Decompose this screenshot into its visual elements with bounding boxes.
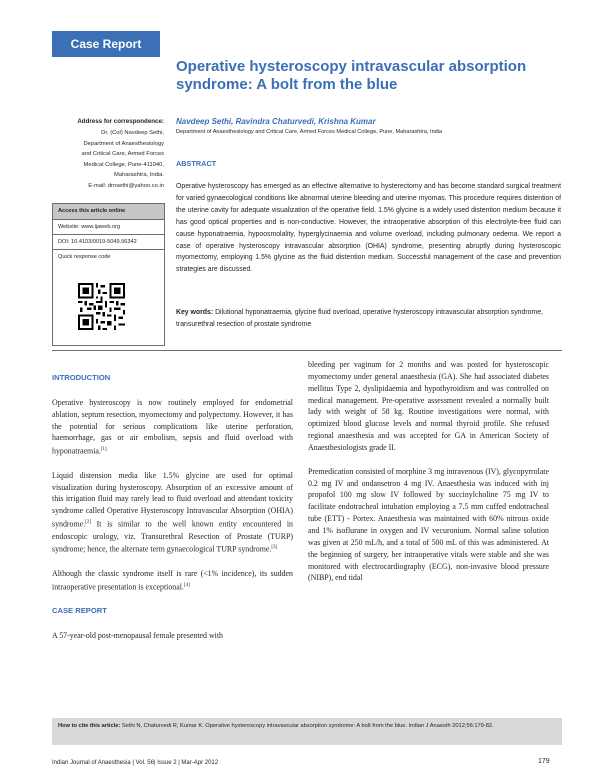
correspondence-line: Medical College, Pune-411040,: [83, 161, 164, 168]
article-title: Operative hysteroscopy intravascular absorption syndrome: A bolt from the blue: [176, 58, 527, 93]
abstract-heading: ABSTRACT: [176, 159, 217, 168]
article-authors: Navdeep Sethi, Ravindra Chaturvedi, Krishna Kumar: [176, 117, 376, 126]
correspondence-line: Maharashtra, India.: [114, 172, 164, 179]
citation-label: How to cite this article:: [58, 723, 121, 729]
correspondence-address: [52, 128, 164, 192]
citation-box: [52, 718, 562, 745]
correspondence-line: Dr. (Col) Navdeep Sethi,: [101, 130, 164, 136]
case-paragraph-3: Premedication consisted of morphine 3 mg intravenous (IV), glycopyrrolate 0.2 mg IV and ondansetron 4 mg IV. Anaesthesia was induced with inj propofol 100 mg slow IV followed by succinylcholine 75 mg IV to facilitate endotracheal intubation employing a 7.5 mm cuffed endotracheal tube (ETT) - Portex. Anaesthesia was maintained with 60% nitrous oxide and 1% isoflurane in oxygen and IV vecuronium. Normal saline solution was given at 250 mL/h, and a total of 500 mL of this was administered. At the beginning of surgery, her intraoperative vitals were stable and she was monitored with electrocardiography (ECG), non-invasive blood pressure (NIBP), end tidal: [308, 466, 549, 583]
intro-text-1: Operative hysteroscopy is now routinely employed for endometrial ablation, septum resection, myomectomy and polypectomy. However, it has the potential for serious complications like uterine perforation, haemorrhage, gas or air embolism, sepsis and fluid overload with hyponatraemia.: [52, 397, 293, 456]
citation-text: Sethi N, Chaturvedi R, Kumar K. Operative hysteroscopy intravascular absorption syndrome: A bolt from the blue. Indian J Anaesth 2012;56:179-82.: [121, 723, 494, 729]
correspondence-heading: Address for correspondence:: [77, 118, 164, 125]
reference-link[interactable]: [4]: [183, 582, 190, 588]
footer-journal: Indian Journal of Anaesthesia | Vol. 56| Issue 2 | Mar-Apr 2012: [52, 760, 219, 766]
correspondence-line: and Critical Care, Armed Forces: [81, 151, 164, 158]
correspondence-email: E-mail: drnsethi@yahoo.co.in: [88, 182, 164, 189]
access-online-box: [52, 203, 165, 346]
intro-paragraph-3: [52, 568, 293, 593]
access-qr-label: Quick response code: [53, 249, 164, 264]
abstract-text: Operative hysteroscopy has emerged as an effective alternative to hysterectomy and has become standard surgical treatment for varied gynaecological conditions like abnormal uterine bleeding and uterine myomas. This procedure requires distention of the uterine cavity for adequate visualization of the operative field. 1.5% glycine is a widely used distention medium because it has good optical properties and is non-conductive. However, the intraoperative absorption of this electrolyte-free fluid can cause hyponatraemia, hypoosmolality, hyperglycinaemia and volume overload, including pulmonary oedema. We report a case of operative hysteroscopy intravascular absorption (OHIA) syndrome, presenting abruptly during hysteroscopic myomectomy, employing 1.5% glycine as the fluid distention medium. Successful management of the case and prevention strategies are discussed.: [176, 183, 561, 274]
keywords-label: Key words:: [176, 309, 214, 316]
keywords-text: Dilutional hyponatraemia, glycine fluid overload, operative hysteroscopy intravascular absorption syndrome, transurethral resection of prostate syndrome: [176, 309, 543, 328]
article-type-tab: Case Report: [52, 31, 160, 57]
keywords: [176, 307, 561, 331]
reference-link[interactable]: [2]: [85, 520, 91, 526]
intro-paragraph-1: [52, 397, 293, 458]
case-paragraph-2: bleeding per vaginum for 2 months and was posted for hysteroscopic myomectomy under general anaesthesia (GA). She had associated diabetes mellitus Type 2, dyslipidaemia and hypothyroidism and was controlled on medical management. Pre-operative assessment revealed a normally built lady with weight of 58 kg. Routine investigations were normal, with optimized blood glucose levels and normal thyroid profile. She refused regional anaesthesia and was accepted for GA in American Society of Anaesthesiologists grade II.: [308, 360, 549, 452]
intro-text-3: Although the classic syndrome itself is rare (<1% incidence), its sudden intraoperative presentation is exceptional.: [52, 568, 293, 592]
section-divider: [52, 350, 562, 351]
case-report-heading: CASE REPORT: [52, 606, 107, 616]
reference-link[interactable]: [1]: [100, 447, 107, 453]
intro-paragraph-2: [52, 470, 293, 556]
access-doi[interactable]: DOI: 10.4103/0019-5049.96342: [53, 234, 164, 249]
case-paragraph-1: A 57-year-old post-menopausal female presented with: [52, 631, 223, 640]
qr-code-icon[interactable]: [78, 283, 125, 330]
body-column-left: [52, 372, 293, 654]
introduction-heading: INTRODUCTION: [52, 373, 111, 382]
article-affiliation: Department of Anaesthesiology and Critical Care, Armed Forces Medical College, Pune, Maharashtra, India: [176, 129, 443, 135]
correspondence-line: Department of Anaesthesiology: [83, 140, 164, 147]
page-number: 179: [538, 758, 550, 765]
access-heading: Access this article online: [53, 204, 164, 219]
body-column-right: [308, 359, 549, 596]
access-website[interactable]: Website: www.ijaweb.org: [53, 219, 164, 234]
intro-text-2: Liquid distension media like 1.5% glycine are used for optimal visualization during hysteroscopy. Absorption of an excessive amount of this irrigation fluid may rarely lead to fluid overload and attendant toxicity syndrome called Operative Hysteroscopy Intravascular Absorption (OHIA) syndrome.: [52, 470, 293, 529]
reference-link[interactable]: [3]: [271, 545, 278, 551]
intro-text-2b: It is similar to the well known entity encountered in endoscopic urology, viz. Transurethral Resection of Prostate (TURP) syndrome; hence, the alternate term gynaecological TURP syndrome.: [52, 519, 293, 554]
